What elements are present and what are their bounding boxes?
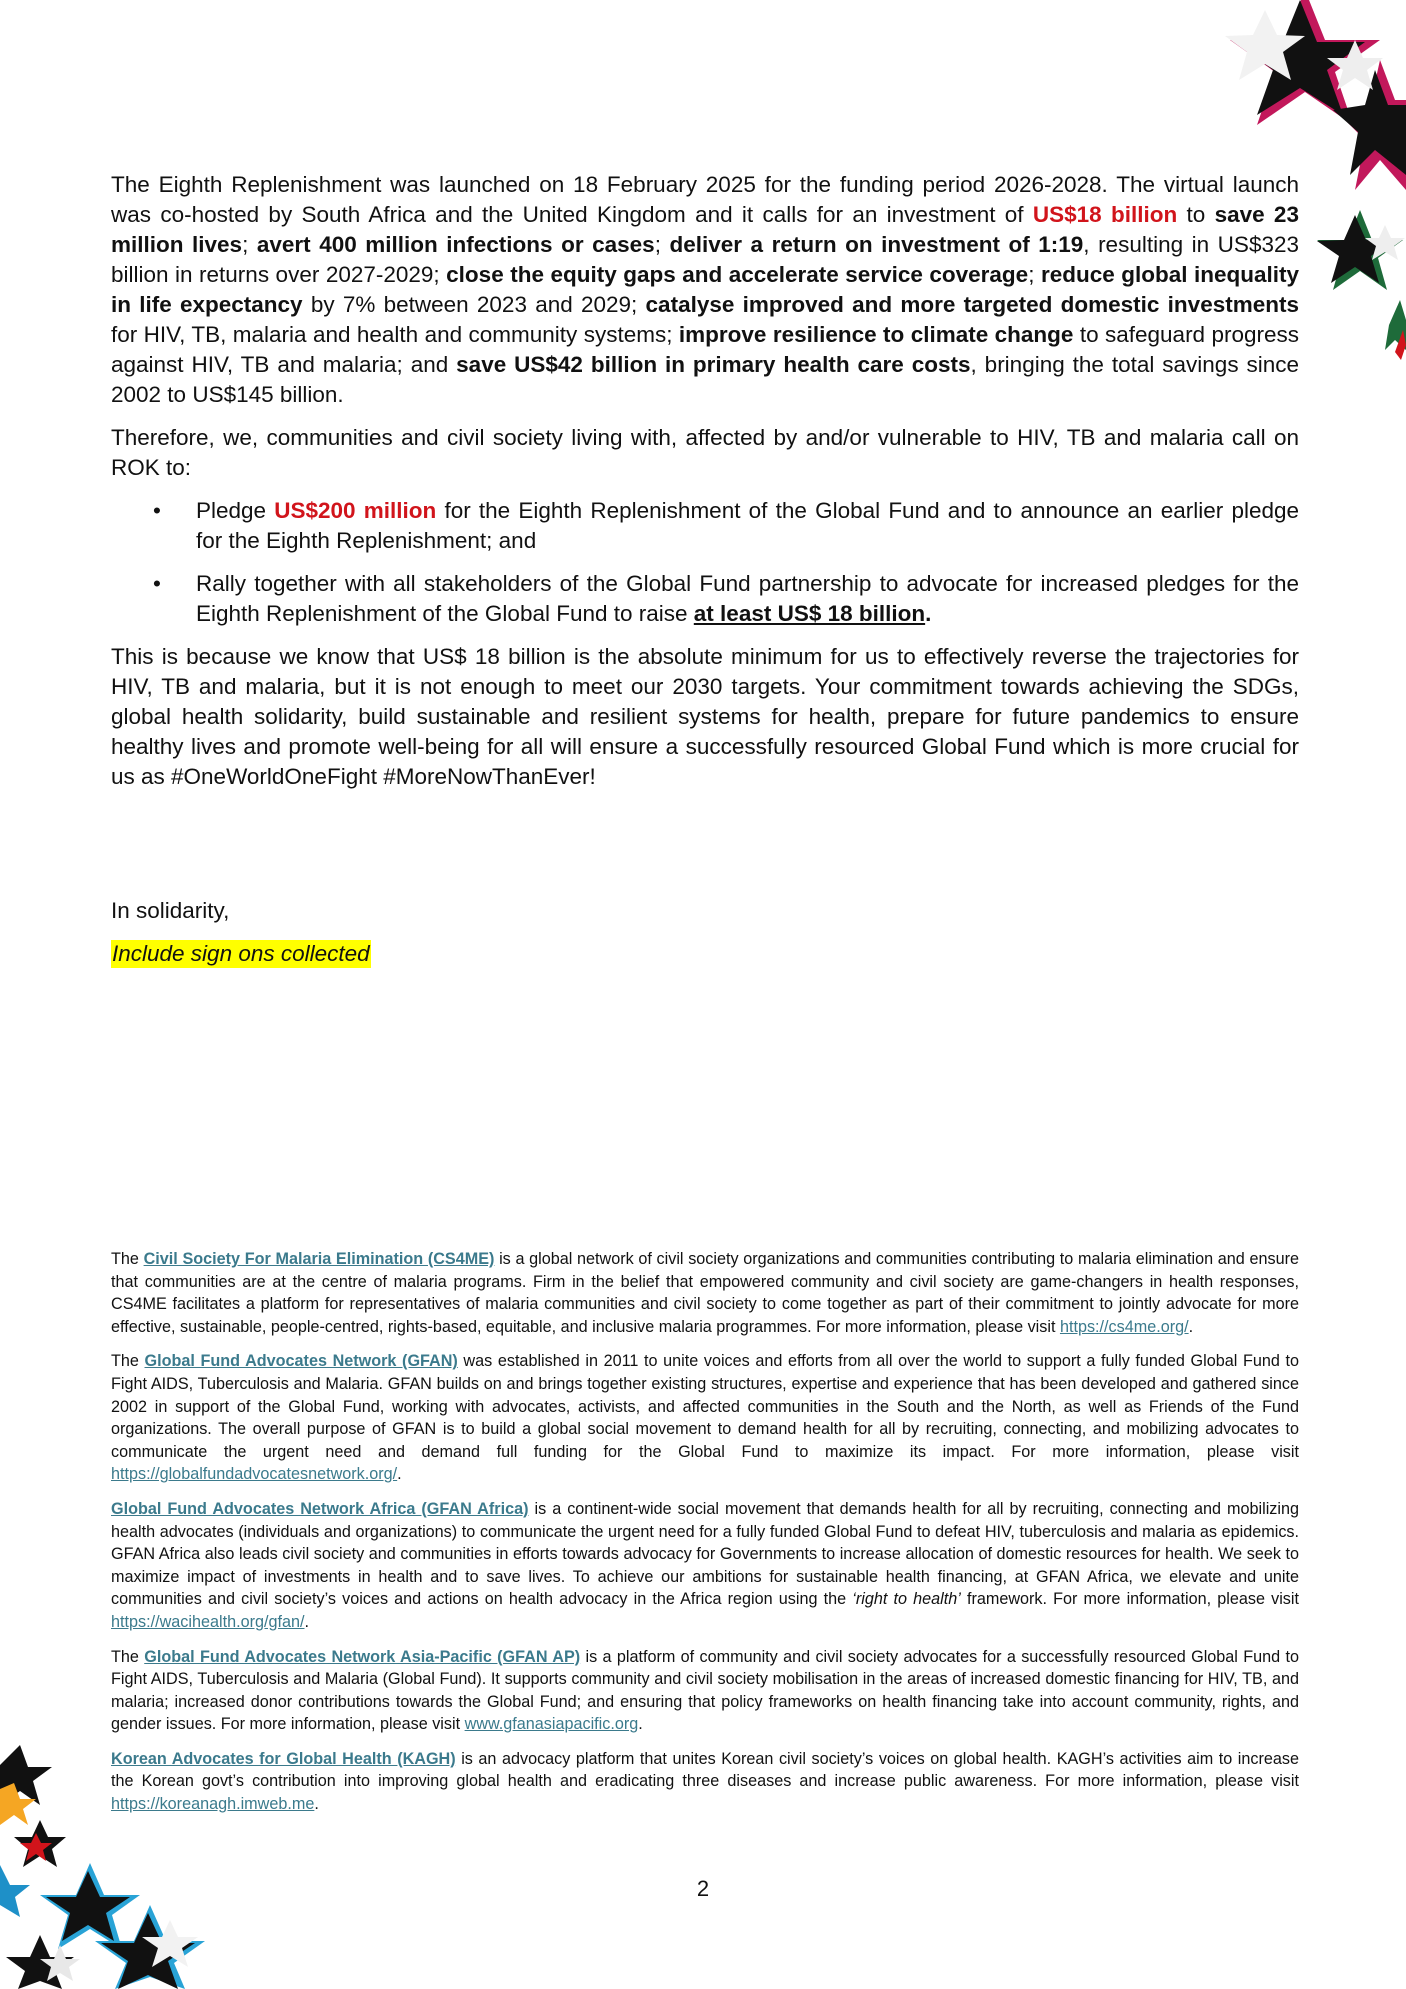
cs4me-url[interactable]: https://cs4me.org/ xyxy=(1059,1317,1189,1336)
closing-salutation: In solidarity, xyxy=(111,898,230,923)
note-text: . xyxy=(638,1715,643,1734)
intro-text: to safeguard progress against HIV, TB and malaria; and xyxy=(111,322,1300,377)
goal-equity: close the equity gaps and accelerate service coverage xyxy=(446,262,1029,287)
bullet-icon: • xyxy=(153,571,161,596)
demand-text: for the Eighth Replenishment of the Global Fund and to announce an earlier pledge for the Eighth Replenishment; and xyxy=(196,498,1300,553)
pledge-amount: US$200 million xyxy=(274,498,437,523)
note-text: The xyxy=(111,1352,145,1371)
goal-savings: save US$42 billion in primary health care costs xyxy=(456,352,971,377)
intro-text: , resulting in US$323 billion in returns over 2027-2029; xyxy=(111,232,1299,287)
note-cs4me xyxy=(111,1248,1299,1338)
demands-list xyxy=(111,496,1299,629)
gfan-africa-link[interactable]: Global Fund Advocates Network Africa (GFAN Africa) xyxy=(111,1499,529,1518)
replenishment-paragraph xyxy=(111,170,1299,410)
goal-life-expectancy: reduce global inequality in life expectancy xyxy=(111,262,1299,317)
bullet-icon: • xyxy=(153,498,161,523)
note-text: is a global network of civil society organizations and communities contributing to malaria elimination and ensure that communities are at the centre of malaria programs. Firm in the belief that empowered community and civil society are game-changers in health responses, CS4ME facilitates a platform for representatives of malaria communities and civil society to come together as part of their commitment to jointly advocate for more effective, sustainable, people-centred, rights-based, equitable, and inclusive malaria programmes. For more information, please visit xyxy=(111,1250,1299,1336)
gfan-ap-link[interactable]: Global Fund Advocates Network Asia-Pacific (GFAN AP) xyxy=(144,1647,581,1666)
demand-rally xyxy=(111,569,1299,629)
note-text: is a continent-wide social movement that demands health for all by recruiting, connecting and mobilizing health advocates (individuals and organizations) to communicate the urgent need for a fully funded Global Fund to defeat HIV, tuberculosis and malaria as epidemics. GFAN Africa also leads civil society and communities in efforts towards advocacy for Governments to increase allocation of domestic resources for health. We seek to maximize impact of investments in health and to save lives. To achieve our ambitions for sustainable health financing, at GFAN Africa, we elevate and unite communities and civil society’s voices and actions on health advocacy in the Africa region using the xyxy=(111,1499,1299,1609)
note-gfan-ap xyxy=(111,1646,1299,1736)
note-text: framework. For more information, please visit xyxy=(960,1590,1299,1609)
demand-text: Rally together with all stakeholders of the Global Fund partnership to advocate for increased pledges for the Eighth Replenishment of the Global Fund to raise xyxy=(196,571,1299,626)
goal-lives: save 23 million lives xyxy=(111,202,1299,257)
target-amount: at least US$ 18 billion xyxy=(693,601,926,626)
conclusion-paragraph: This is because we know that US$ 18 billion is the absolute minimum for us to effectively reverse the trajectories for HIV, TB and malaria, but it is not enough to meet our 2030 targets. Your commitment towards achieving the SDGs, global health solidarity, build sustainable and resilient systems for health, prepare for future pandemics to ensure healthy lives and promote well-being for all will ensure a successfully resourced Global Fund which is more crucial for us as #OneWorldOneFight #MoreNowThanEver! xyxy=(111,644,1299,789)
intro-text: ; xyxy=(654,232,670,257)
note-text: . xyxy=(304,1612,309,1631)
note-text: . xyxy=(314,1795,319,1814)
intro-text: The Eighth Replenishment was launched on 18 February 2025 for the funding period 2026-2028. The virtual launch was co-hosted by South Africa and the United Kingdom and it calls for an investment of xyxy=(111,172,1299,227)
letter-body xyxy=(111,170,1299,805)
goal-roi: deliver a return on investment of 1:19 xyxy=(669,232,1084,257)
page-number: 2 xyxy=(696,1876,710,1901)
note-text: is an advocacy platform that unites Korean civil society’s voices on global health. KAGH’s activities aim to increase the Korean govt’s contribution into improving global health and eradicating three diseases and increase public awareness. For more information, please visit xyxy=(111,1749,1299,1791)
goal-climate: improve resilience to climate change xyxy=(678,322,1074,347)
note-text: . xyxy=(397,1465,402,1484)
investment-amount: US$18 billion xyxy=(1032,202,1178,227)
organization-notes xyxy=(111,1248,1299,1828)
gfan-link[interactable]: Global Fund Advocates Network (GFAN) xyxy=(144,1352,458,1371)
demand-text: . xyxy=(925,601,932,626)
note-text: . xyxy=(1188,1317,1194,1336)
note-kagh xyxy=(111,1748,1299,1816)
intro-text: to xyxy=(1177,202,1215,227)
call-paragraph: Therefore, we, communities and civil society living with, affected by and/or vulnerable to HIV, TB and malaria call on ROK to: xyxy=(111,425,1299,480)
demand-text: Pledge xyxy=(196,498,275,523)
demand-pledge xyxy=(111,496,1299,556)
intro-text: by 7% between 2023 and 2029; xyxy=(302,292,646,317)
goal-domestic-investment: catalyse improved and more targeted domestic investments xyxy=(645,292,1299,317)
gfan-url[interactable]: https://globalfundadvocatesnetwork.org/ xyxy=(111,1465,398,1484)
note-gfan-africa xyxy=(111,1498,1299,1634)
sign-ons-placeholder: Include sign ons collected xyxy=(112,941,370,966)
note-gfan xyxy=(111,1350,1299,1486)
intro-text: , bringing the total savings since 2002 to US$145 billion. xyxy=(111,352,1299,407)
intro-text: ; xyxy=(242,232,257,257)
intro-text: for HIV, TB, malaria and health and community systems; xyxy=(111,322,679,347)
note-text: The xyxy=(111,1250,144,1268)
kagh-link[interactable]: Korean Advocates for Global Health (KAGH) xyxy=(111,1749,456,1768)
gfan-ap-url[interactable]: www.gfanasiapacific.org xyxy=(464,1715,639,1734)
note-text: The xyxy=(111,1647,145,1666)
goal-infections: avert 400 million infections or cases xyxy=(256,232,655,257)
note-text: is a platform of community and civil society advocates for a successfully resourced Global Fund to Fight AIDS, Tuberculosis and Malaria (Global Fund). It supports community and civil society mobilisation in the areas of increased domestic financing for HIV, TB, and malaria; increased donor contributions towards the Global Fund; and ensuring that policy frameworks on health financing take into account community, rights, and gender issues. For more information, please visit xyxy=(111,1647,1299,1734)
intro-text: ; xyxy=(1028,262,1041,287)
note-text: was established in 2011 to unite voices and efforts from all over the world to support a fully funded Global Fund to Fight AIDS, Tuberculosis and Malaria. GFAN builds on and brings together existing structures, expertise and experience that has been developed and gathered since 2002 in support of the Global Fund, working with advocates, activists, and affected communities in the South and the North, as well as Friends of the Fund organizations. The overall purpose of GFAN is to build a global social movement to demand health for all by recruiting, connecting, and mobilizing advocates to communicate the urgent need and demand full funding for the Global Fund to maximize its impact. For more information, please visit xyxy=(111,1352,1299,1461)
gfan-africa-url[interactable]: https://wacihealth.org/gfan/ xyxy=(111,1612,305,1631)
kagh-url[interactable]: https://koreanagh.imweb.me xyxy=(111,1795,315,1814)
note-italic-text: ‘right to health’ xyxy=(852,1590,961,1609)
cs4me-link[interactable]: Civil Society For Malaria Elimination (CS4ME) xyxy=(143,1250,495,1268)
